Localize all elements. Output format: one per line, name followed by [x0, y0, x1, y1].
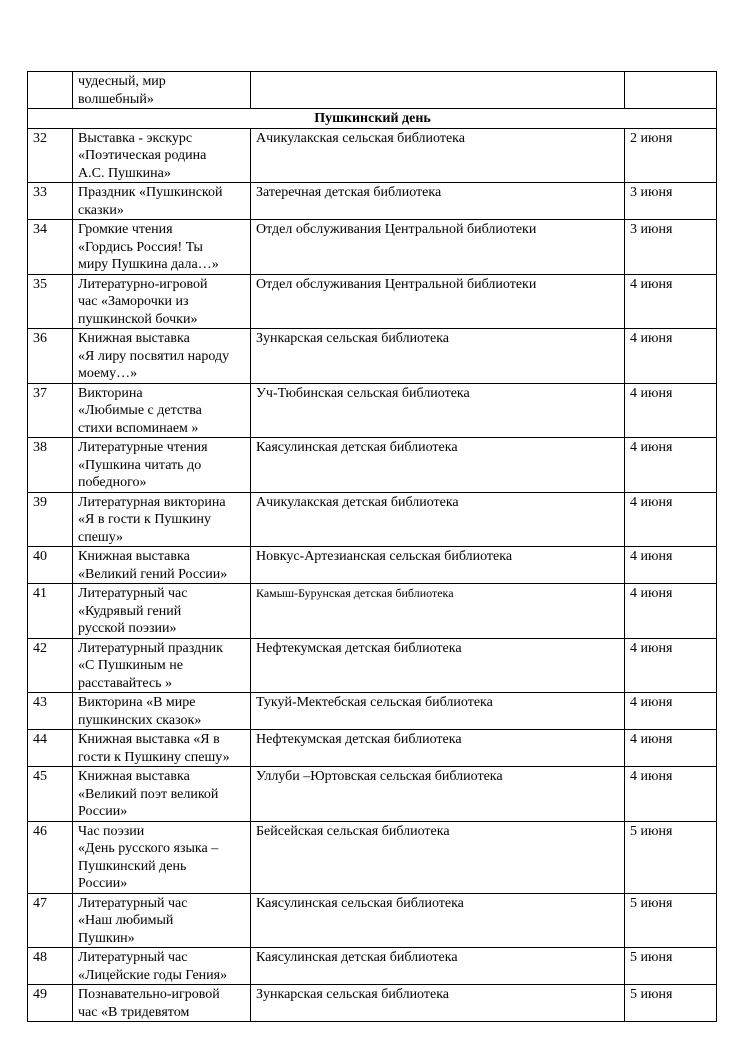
row-number: 46 — [28, 821, 73, 893]
event-line: победного» — [78, 475, 147, 490]
date: 3 июня — [625, 220, 717, 275]
table-row — [28, 220, 717, 275]
venue: Зункарская сельская библиотека — [251, 985, 625, 1022]
event-title — [73, 767, 251, 822]
venue: Нефтекумская детская библиотека — [251, 638, 625, 693]
event-line: пушкинских сказок» — [78, 712, 202, 728]
event-line: сказки» — [78, 202, 124, 218]
event-line: спешу» — [78, 529, 124, 545]
row-number: 36 — [28, 329, 73, 384]
event-title — [73, 821, 251, 893]
event-line: «Гордись Россия! Ты — [78, 239, 203, 255]
venue: Отдел обслуживания Центральной библиотеки — [251, 220, 625, 275]
section-header-row — [28, 109, 717, 129]
event-line: Викторина — [78, 385, 143, 401]
event-line: Пушкин» — [78, 930, 135, 946]
table-row — [28, 893, 717, 948]
venue: Каясулинская детская библиотека — [251, 438, 625, 493]
date: 5 июня — [625, 821, 717, 893]
event-title — [73, 383, 251, 438]
venue: Нефтекумская детская библиотека — [251, 730, 625, 767]
date: 4 июня — [625, 383, 717, 438]
event-title — [73, 438, 251, 493]
event-line: «Пушкина читать до — [78, 457, 202, 473]
event-line: час «Заморочки из — [78, 294, 189, 309]
event-line: расставайтесь » — [78, 675, 173, 691]
row-number: 33 — [28, 183, 73, 220]
row-number: 47 — [28, 893, 73, 948]
event-line: «Великий гений России» — [78, 566, 228, 582]
event-line: Литературный праздник — [78, 640, 223, 656]
venue: Уч-Тюбинская сельская библиотека — [251, 383, 625, 438]
venue: Новкус-Артезианская сельская библиотека — [251, 547, 625, 584]
date: 4 июня — [625, 329, 717, 384]
table-row — [28, 183, 717, 220]
event-line: «С Пушкиным не — [78, 658, 183, 673]
event-line: Литературный час — [78, 895, 188, 911]
event-line: Литературная викторина — [78, 494, 226, 510]
events-table-body — [28, 72, 717, 1022]
event-line: Выставка - экскурс — [78, 130, 193, 146]
event-line: «Я в гости к Пушкину — [78, 512, 211, 527]
row-number: 45 — [28, 767, 73, 822]
date: 5 июня — [625, 948, 717, 985]
venue — [251, 72, 625, 109]
event-line: Книжная выставка «Я в — [78, 732, 220, 747]
table-row — [28, 383, 717, 438]
event-line: России» — [78, 876, 128, 891]
table-row — [28, 492, 717, 547]
events-table — [27, 71, 717, 1022]
event-line: Книжная выставка — [78, 769, 190, 784]
date: 4 июня — [625, 730, 717, 767]
venue: Затеречная детская библиотека — [251, 183, 625, 220]
row-number: 40 — [28, 547, 73, 584]
event-title — [73, 638, 251, 693]
event-line: Пушкинский день — [78, 858, 187, 874]
date: 4 июня — [625, 547, 717, 584]
row-number: 35 — [28, 274, 73, 329]
row-number: 39 — [28, 492, 73, 547]
venue: Тукуй-Мектебская сельская библиотека — [251, 693, 625, 730]
event-line: моему…» — [78, 366, 138, 381]
event-title — [73, 128, 251, 183]
venue: Камыш-Бурунская детская библиотека — [251, 584, 625, 639]
date — [625, 72, 717, 109]
event-line: Литературный час — [78, 586, 188, 601]
event-line: миру Пушкина дала…» — [78, 257, 219, 272]
row-number: 48 — [28, 948, 73, 985]
venue: Каясулинская детская библиотека — [251, 948, 625, 985]
event-line: Литературные чтения — [78, 440, 208, 455]
event-line: «Кудрявый гений — [78, 603, 182, 619]
event-line: «День русского языка – — [78, 841, 219, 856]
table-row — [28, 638, 717, 693]
date: 4 июня — [625, 767, 717, 822]
row-number: 43 — [28, 693, 73, 730]
row-number: 34 — [28, 220, 73, 275]
event-line: Громкие чтения — [78, 222, 173, 237]
event-line: «Лицейские годы Гения» — [78, 967, 228, 983]
event-line: «Великий поэт великой — [78, 786, 219, 802]
row-number: 41 — [28, 584, 73, 639]
table-row — [28, 584, 717, 639]
event-line: Литературный час — [78, 950, 188, 965]
event-line: стихи вспоминаем » — [78, 420, 199, 436]
date: 4 июня — [625, 693, 717, 730]
row-number: 32 — [28, 128, 73, 183]
event-line: волшебный» — [78, 91, 154, 107]
venue: Бейсейская сельская библиотека — [251, 821, 625, 893]
table-row — [28, 128, 717, 183]
row-number — [28, 72, 73, 109]
continued-row — [28, 72, 717, 109]
table-row — [28, 948, 717, 985]
event-title — [73, 329, 251, 384]
row-number: 38 — [28, 438, 73, 493]
venue: Уллуби –Юртовская сельская библиотека — [251, 767, 625, 822]
venue: Зункарская сельская библиотека — [251, 329, 625, 384]
event-title — [73, 893, 251, 948]
event-line: час «В тридевятом — [78, 1004, 190, 1020]
table-row — [28, 329, 717, 384]
row-number: 42 — [28, 638, 73, 693]
event-title — [73, 985, 251, 1022]
event-line: «Любимые с детства — [78, 403, 202, 418]
table-row — [28, 985, 717, 1022]
venue: Ачикулакская детская библиотека — [251, 492, 625, 547]
event-title — [73, 220, 251, 275]
event-line: Праздник «Пушкинской — [78, 185, 223, 200]
date: 2 июня — [625, 128, 717, 183]
event-title — [73, 274, 251, 329]
event-title — [73, 547, 251, 584]
event-line: Викторина «В мире — [78, 695, 196, 710]
event-line: «Наш любимый — [78, 913, 174, 928]
event-title — [73, 693, 251, 730]
date: 4 июня — [625, 638, 717, 693]
event-line: гости к Пушкину спешу» — [78, 749, 230, 765]
event-title — [73, 730, 251, 767]
event-line: Литературно-игровой — [78, 276, 208, 292]
venue: Отдел обслуживания Центральной библиотеки — [251, 274, 625, 329]
table-row — [28, 274, 717, 329]
table-row — [28, 730, 717, 767]
table-row — [28, 693, 717, 730]
event-line: Час поэзии — [78, 823, 145, 839]
event-line: Познавательно-игровой — [78, 987, 220, 1002]
date: 5 июня — [625, 893, 717, 948]
table-row — [28, 547, 717, 584]
date: 4 июня — [625, 274, 717, 329]
event-title — [73, 584, 251, 639]
table-row — [28, 767, 717, 822]
date: 3 июня — [625, 183, 717, 220]
event-title — [73, 183, 251, 220]
event-line: пушкинской бочки» — [78, 311, 198, 327]
section-title: Пушкинский день — [28, 109, 717, 129]
table-row — [28, 438, 717, 493]
event-line: Книжная выставка — [78, 331, 190, 346]
event-title — [73, 948, 251, 985]
row-number: 37 — [28, 383, 73, 438]
venue: Ачикулакская сельская библиотека — [251, 128, 625, 183]
date: 4 июня — [625, 438, 717, 493]
date: 5 июня — [625, 985, 717, 1022]
event-title — [73, 72, 251, 109]
event-title — [73, 492, 251, 547]
row-number: 49 — [28, 985, 73, 1022]
event-line: русской поэзии» — [78, 621, 177, 636]
venue: Каясулинская сельская библиотека — [251, 893, 625, 948]
row-number: 44 — [28, 730, 73, 767]
event-line: «Поэтическая родина — [78, 148, 207, 163]
table-row — [28, 821, 717, 893]
date: 4 июня — [625, 584, 717, 639]
event-line: А.С. Пушкина» — [78, 165, 171, 181]
event-line: «Я лиру посвятил народу — [78, 348, 230, 364]
event-line: чудесный, мир — [78, 74, 166, 89]
date: 4 июня — [625, 492, 717, 547]
event-line: Книжная выставка — [78, 549, 190, 564]
event-line: России» — [78, 804, 128, 819]
